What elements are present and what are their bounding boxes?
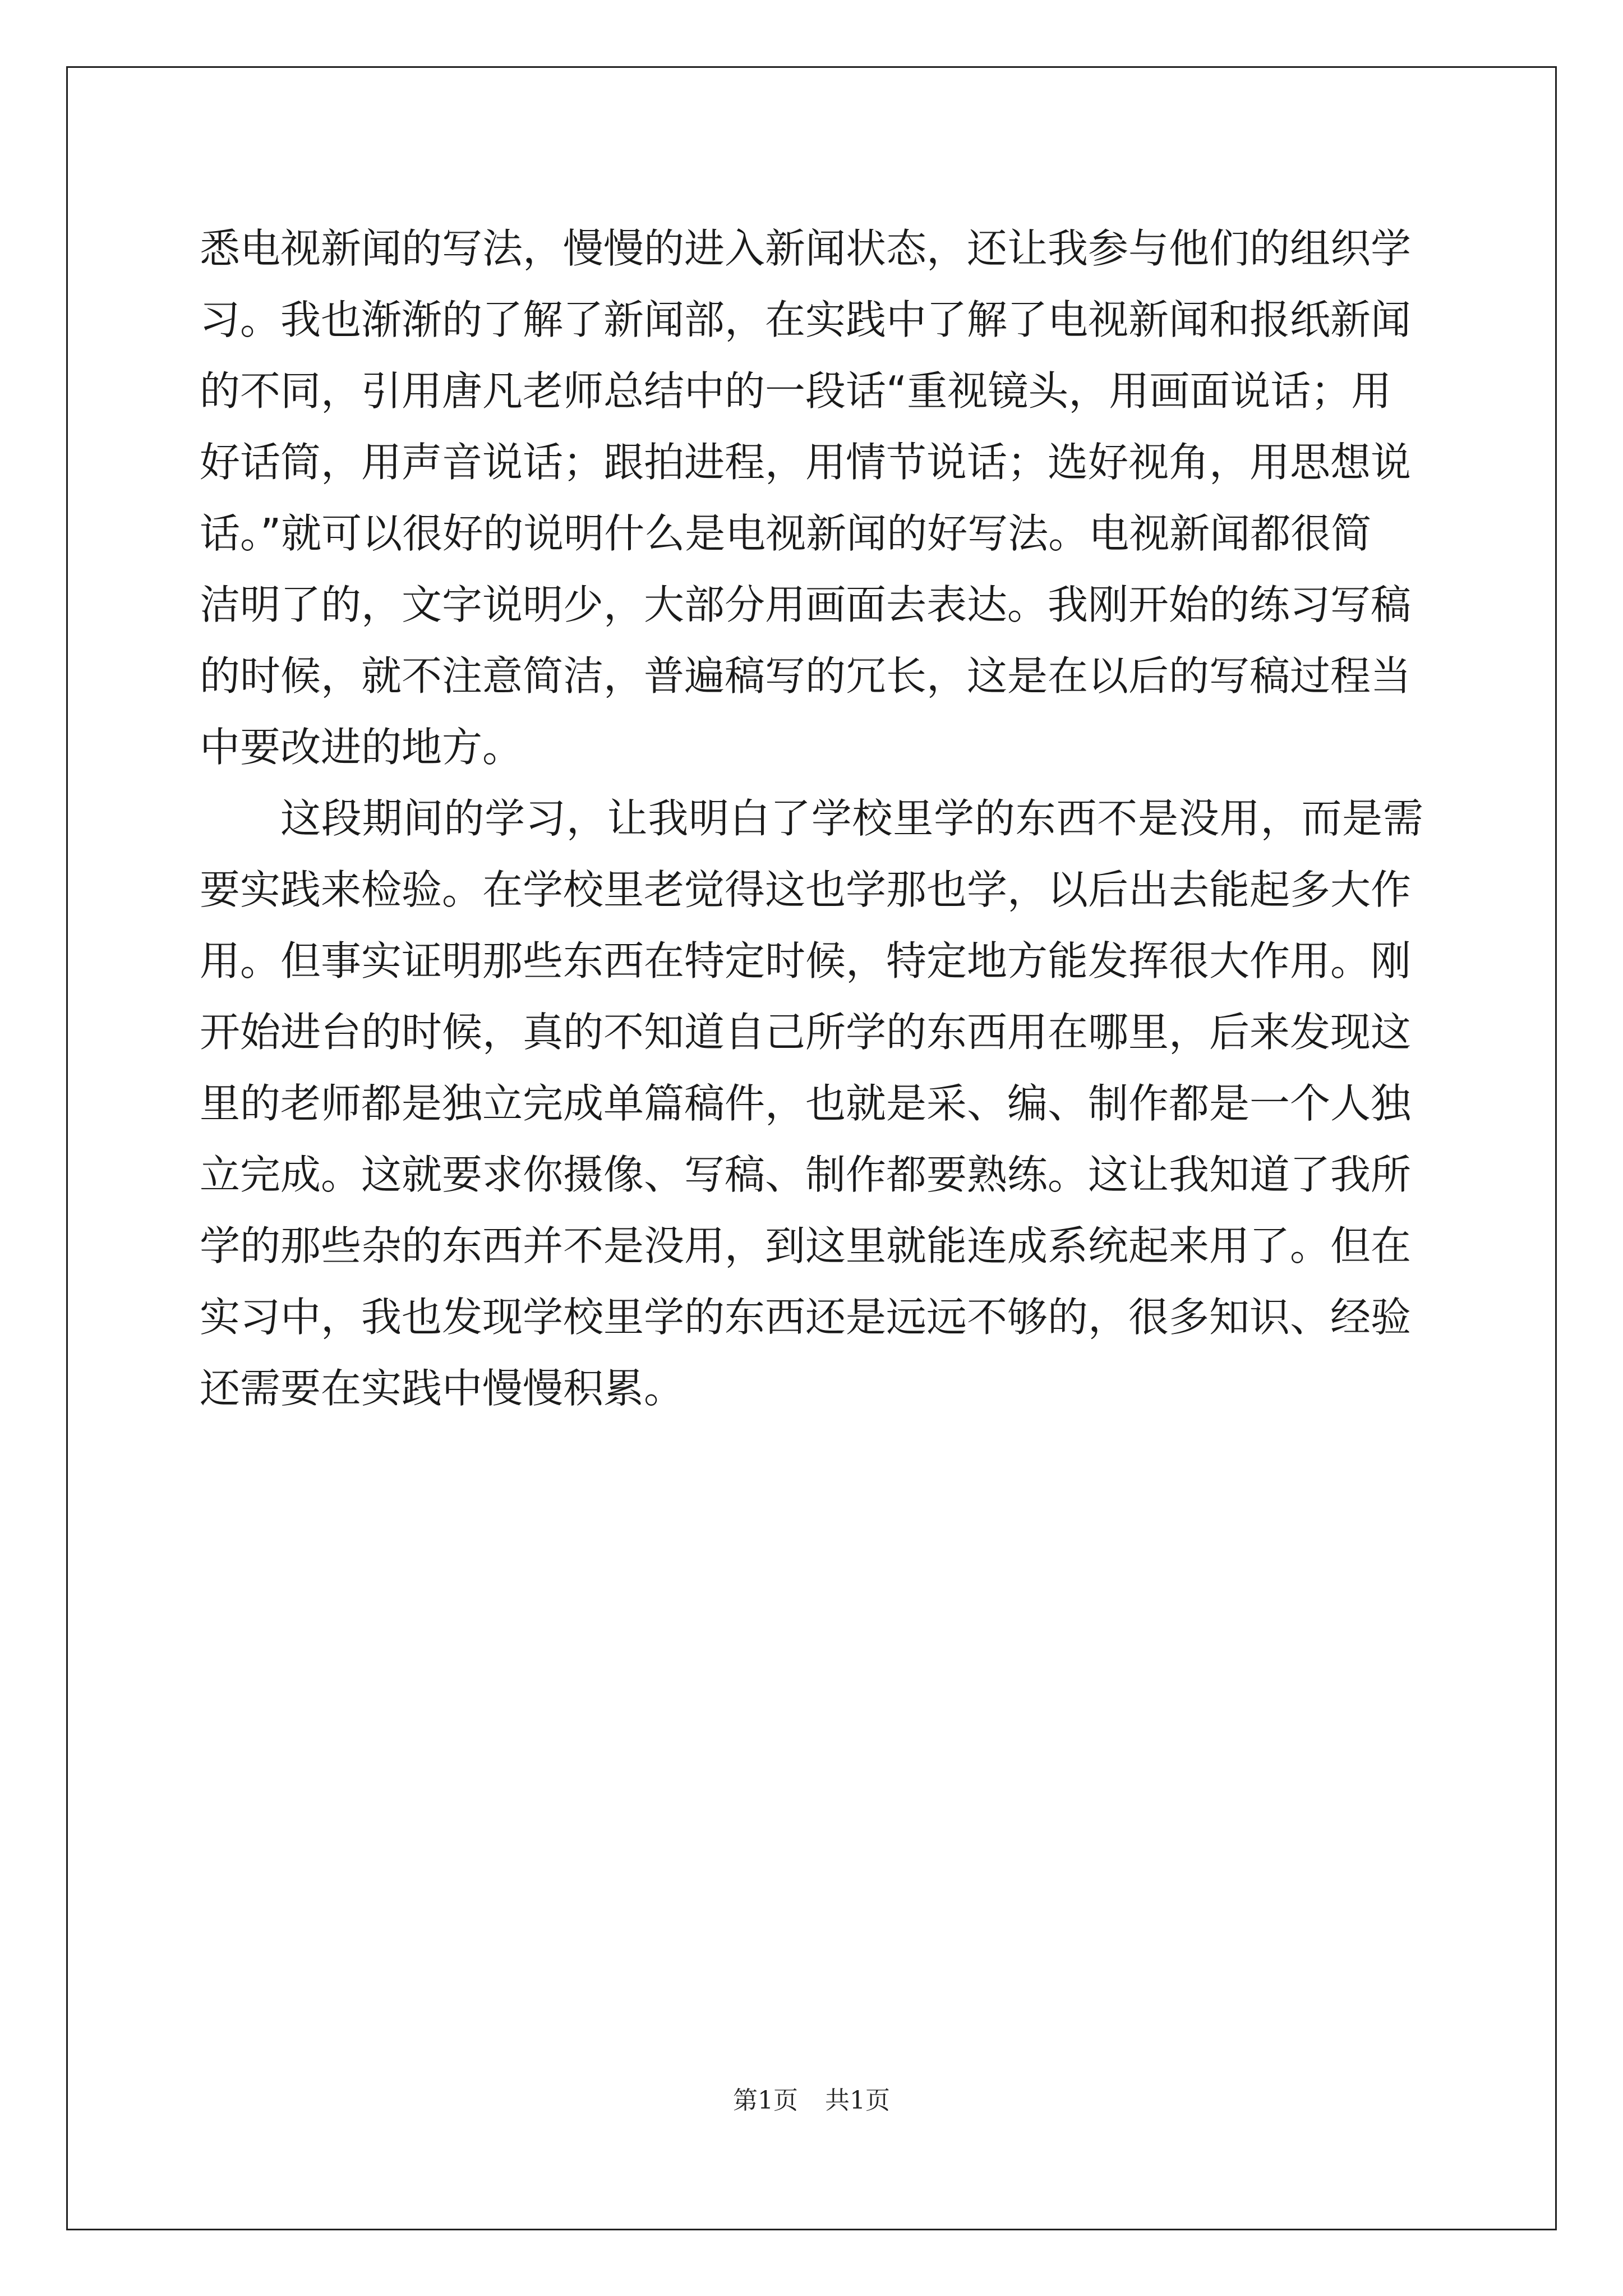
text-line: 还需要在实践中慢慢积累。 — [200, 1365, 685, 1412]
text-line: 开始进台的时候，真的不知道自己所学的东西用在哪里，后来发现这 — [200, 1009, 1412, 1056]
text-line: 实习中，我也发现学校里学的东西还是远远不够的，很多知识、经验 — [200, 1294, 1412, 1341]
text-line: 这段期间的学习，让我明白了学校里学的东西不是没用，而是需 — [280, 795, 1424, 842]
text-line: 要实践来检验。在学校里老觉得这也学那也学，以后出去能起多大作 — [200, 866, 1412, 913]
text-line: 习。我也渐渐的了解了新闻部，在实践中了解了电视新闻和报纸新闻 — [200, 296, 1412, 343]
page-number: 第1页 — [733, 2086, 798, 2115]
text-line: 的不同，引用唐凡老师总结中的一段话“重视镜头，用画面说话；用 — [200, 367, 1392, 415]
page-footer — [0, 2084, 1623, 2118]
text-line: 用。但事实证明那些东西在特定时候，特定地方能发挥很大作用。刚 — [200, 937, 1412, 984]
text-line: 悉电视新闻的写法，慢慢的进入新闻状态，还让我参与他们的组织学 — [200, 225, 1412, 272]
text-line: 里的老师都是独立完成单篇稿件，也就是采、编、制作都是一个人独 — [200, 1080, 1412, 1127]
page-total: 共1页 — [825, 2086, 890, 2115]
text-line: 话。”就可以很好的说明什么是电视新闻的好写法。电视新闻都很简 — [200, 510, 1372, 557]
text-line: 中要改进的地方。 — [200, 724, 523, 771]
text-line: 洁明了的，文字说明少，大部分用画面去表达。我刚开始的练习写稿 — [200, 581, 1412, 628]
text-line: 学的那些杂的东西并不是没用，到这里就能连成系统起来用了。但在 — [200, 1222, 1412, 1269]
text-line: 立完成。这就要求你摄像、写稿、制作都要熟练。这让我知道了我所 — [200, 1151, 1412, 1198]
text-line: 好话筒，用声音说话；跟拍进程，用情节说话；选好视角，用思想说 — [200, 439, 1412, 486]
text-line: 的时候，就不注意简洁，普遍稿写的冗长，这是在以后的写稿过程当 — [200, 652, 1412, 700]
